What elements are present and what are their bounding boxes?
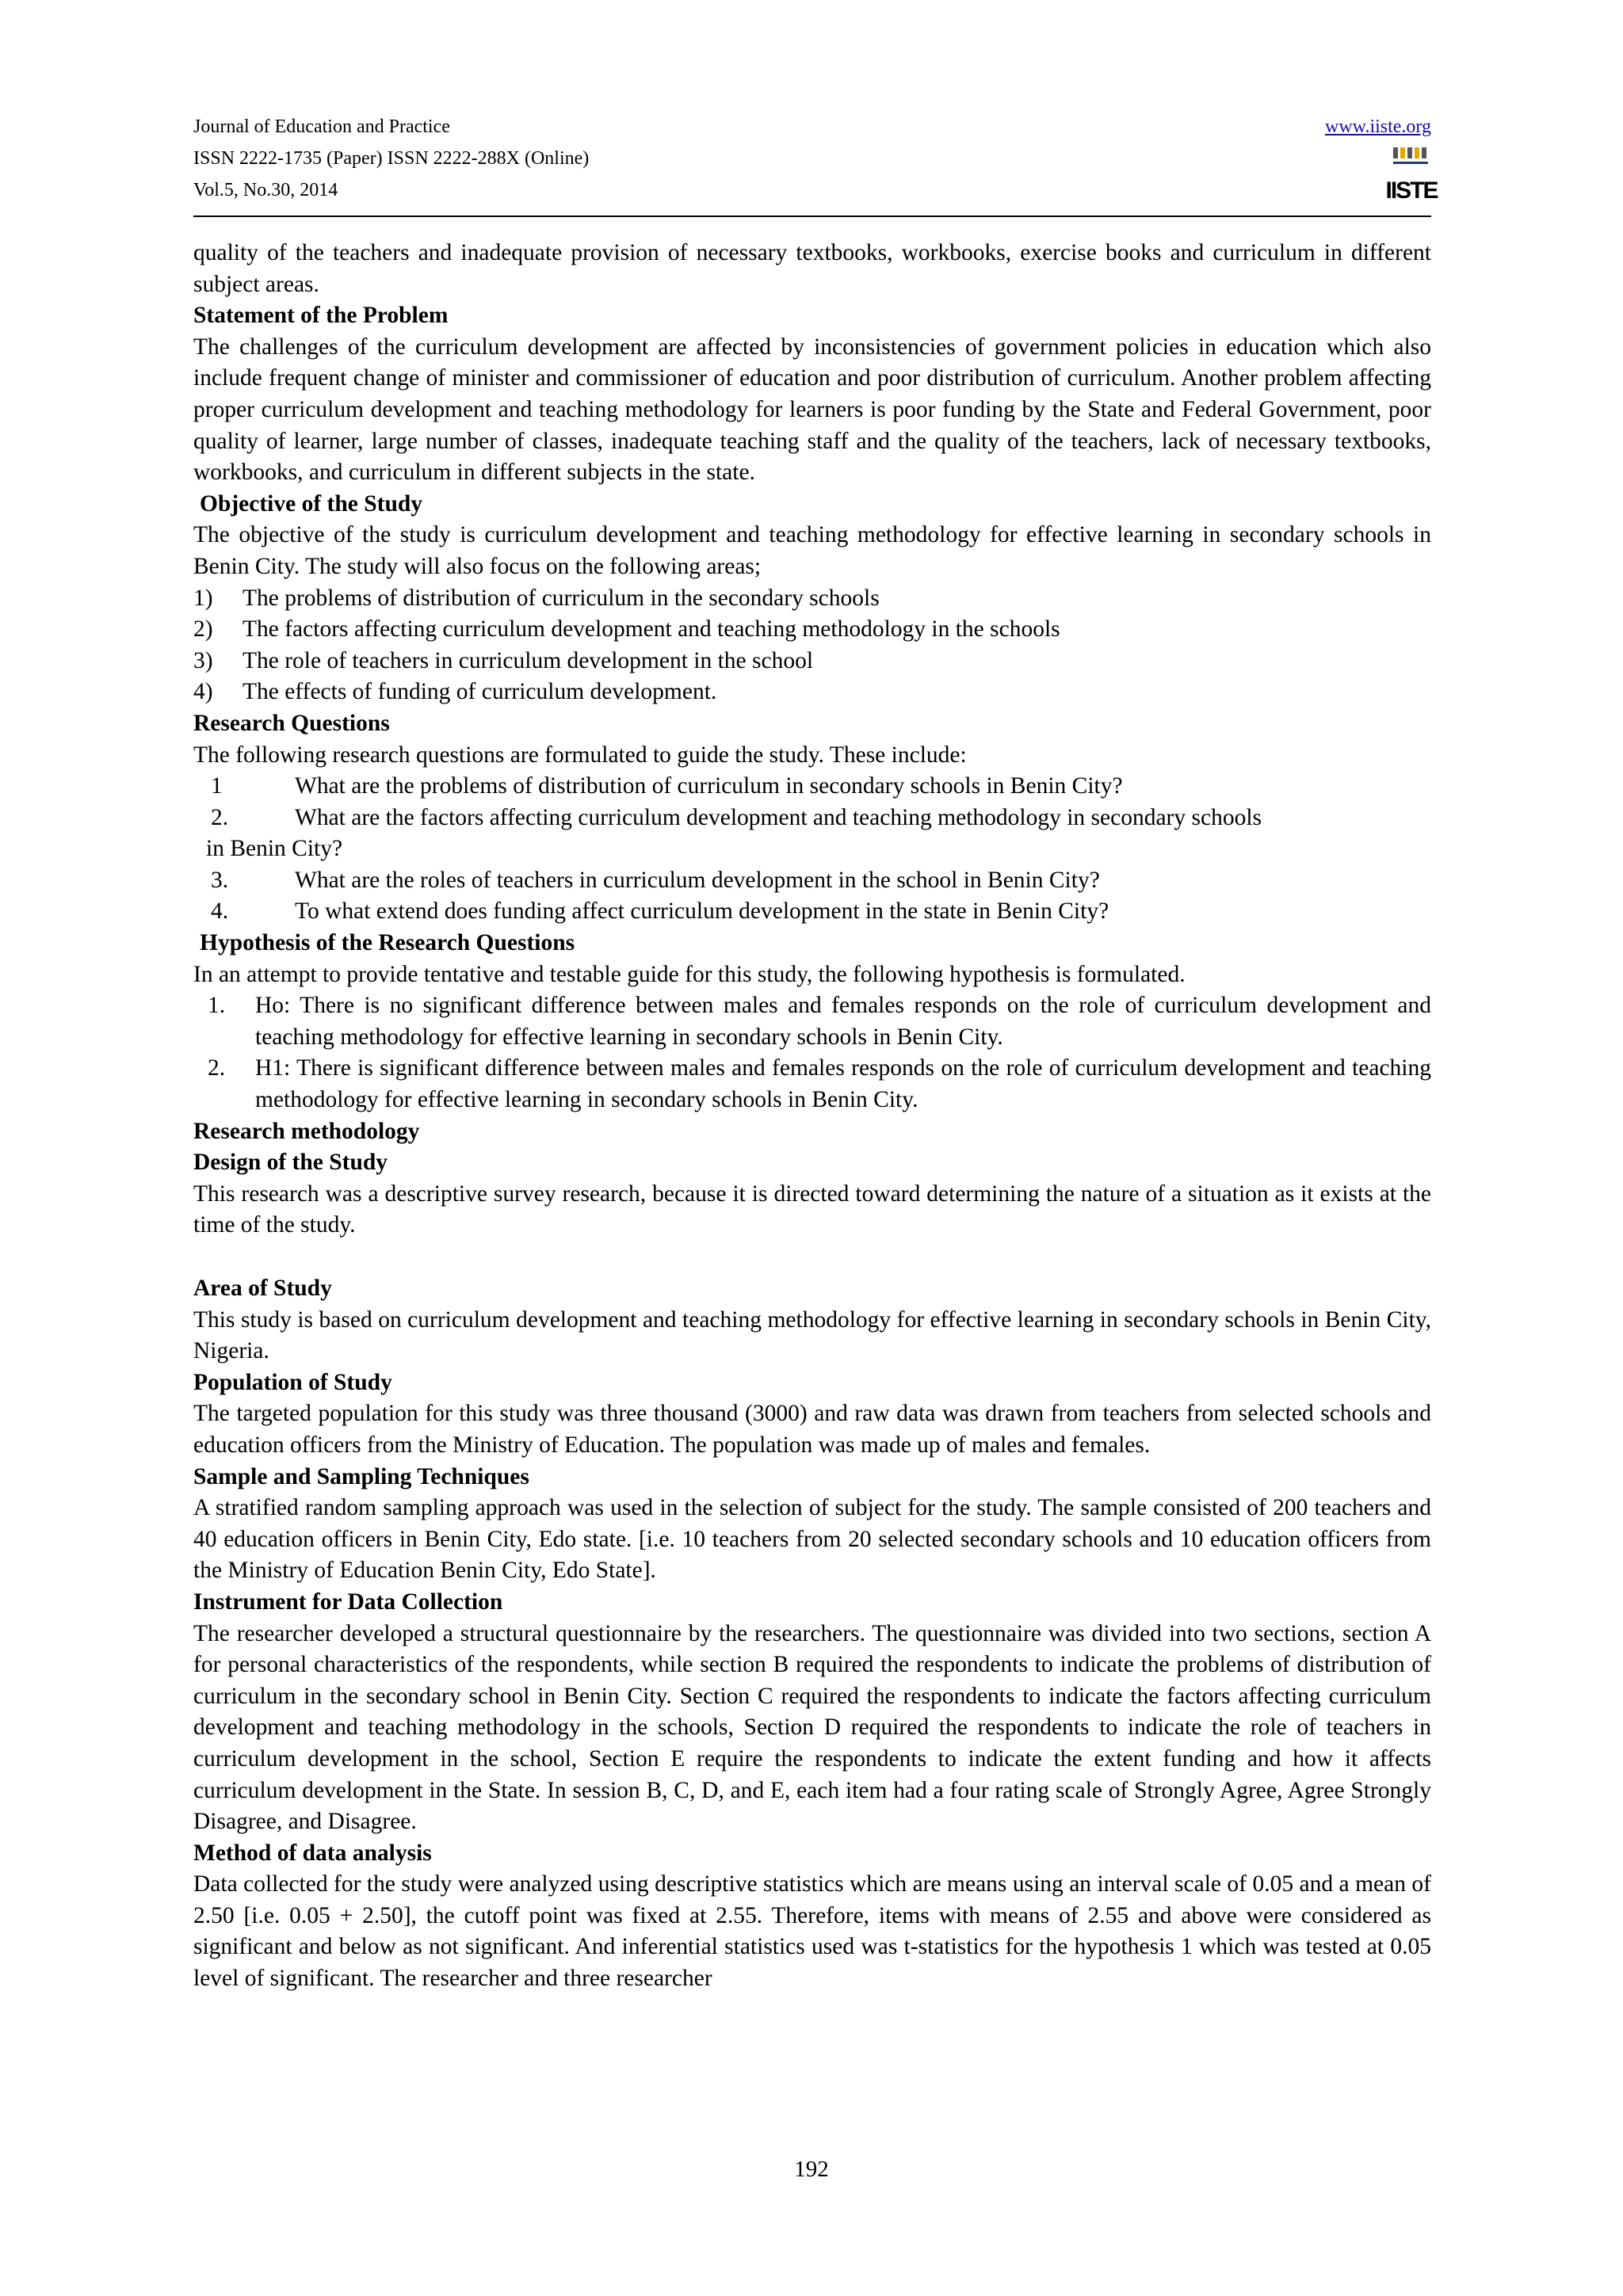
svg-text:IISTE: IISTE	[1385, 177, 1438, 204]
page-header	[193, 111, 1438, 214]
list-item: 2. What are the factors affecting curriculum development and teaching methodology in secondary schools	[211, 804, 1262, 830]
list-item: 4) The effects of funding of curriculum development.	[193, 679, 717, 705]
paragraph-design: This research was a descriptive survey research, because it is directed toward determining the nature of a situation as it exists at the time of the study.	[193, 1180, 1431, 1238]
heading-sample: Sample and Sampling Techniques	[193, 1463, 529, 1489]
paragraph-analysis: Data collected for the study were analyzed using descriptive statistics which are means using an interval scale of 0.05 and a mean of 2.50 [i.e. 0.05 + 2.50], the cutoff point was fixed at 2.55. Therefore, items with means of 2.55 and above were considered as significant and below as not significant. And inferential statistics used was t-statistics for the hypothesis 1 which was tested at 0.05 level of significant. The researcher and three researcher	[193, 1871, 1431, 1992]
blank-line	[193, 1241, 1431, 1273]
heading-methodology: Research methodology	[193, 1118, 420, 1144]
objective-list	[193, 583, 1431, 708]
paragraph-objective: The objective of the study is curriculum development and teaching methodology for effective learning in secondary schools in Benin City. The study will also focus on the following areas;	[193, 522, 1431, 579]
list-item: 3. What are the roles of teachers in curriculum development in the school in Benin City?	[211, 867, 1100, 893]
paragraph-problem: The challenges of the curriculum development are affected by inconsistencies of government policies in education which also include frequent change of minister and commissioner of education and poor distribution of curriculum. Another problem affecting proper curriculum development and teaching methodology for learners is poor funding by the State and Federal Government, poor quality of learner, large number of classes, inadequate teaching staff and the quality of the teachers, lack of necessary textbooks, workbooks, and curriculum in different subjects in the state.	[193, 334, 1431, 486]
heading-hypothesis: Hypothesis of the Research Questions	[200, 930, 575, 956]
intro-paragraph: quality of the teachers and inadequate provision of necessary textbooks, workbooks, exercise books and curriculum in different subject areas.	[193, 240, 1431, 297]
heading-problem: Statement of the Problem	[193, 303, 449, 329]
iiste-logo	[1385, 146, 1438, 204]
paragraph-sample: A stratified random sampling approach was used in the selection of subject for the study. The sample consisted of 200 teachers and 40 education officers in Benin City, Edo state. [i.e. 10 teachers from 20 selected secondary schools and 10 education officers from the Ministry of Education Benin City, Edo State].	[193, 1495, 1431, 1584]
journal-name: Journal of Education and Practice	[193, 116, 450, 137]
questions-list	[193, 771, 1431, 928]
header-rule	[193, 215, 1431, 217]
heading-population: Population of Study	[193, 1369, 392, 1395]
page-number: 192	[794, 2157, 829, 2182]
heading-area: Area of Study	[193, 1276, 332, 1301]
volume-line: Vol.5, No.30, 2014	[193, 180, 338, 200]
list-item: 1 What are the problems of distribution of curriculum in secondary schools in Benin City?	[211, 773, 1123, 799]
heading-objective: Objective of the Study	[200, 490, 423, 517]
paragraph-hypothesis: In an attempt to provide tentative and testable guide for this study, the following hypothesis is formulated.	[193, 961, 1186, 987]
issn-line: ISSN 2222-1735 (Paper) ISSN 2222-288X (Online)	[193, 148, 590, 169]
list-item: 4. To what extend does funding affect curriculum development in the state in Benin City?	[211, 898, 1109, 925]
paragraph-area: This study is based on curriculum development and teaching methodology for effective learning in secondary schools in Benin City, Nigeria.	[193, 1306, 1431, 1364]
heading-design: Design of the Study	[193, 1150, 388, 1176]
website-link[interactable]: www.iiste.org	[1325, 116, 1431, 137]
heading-questions: Research Questions	[193, 710, 390, 736]
hypothesis-list	[193, 990, 1431, 1116]
list-item-continuation: in Benin City?	[206, 836, 343, 862]
list-item: 3) The role of teachers in curriculum development in the school	[193, 647, 814, 673]
paragraph-population: The targeted population for this study was three thousand (3000) and raw data was drawn from teachers from selected schools and education officers from the Ministry of Education. The population was made up of males and females.	[193, 1401, 1431, 1458]
article-body	[193, 238, 1431, 1995]
paragraph-instrument: The researcher developed a structural questionnaire by the researchers. The questionnaire was divided into two sections, section A for personal characteristics of the respondents, while section B required the respondents to indicate the problems of distribution of curriculum in the secondary school in Benin City. Section C required the respondents to indicate the factors affecting curriculum development and teaching methodology in the schools, Section D required the respondents to indicate the role of teachers in curriculum development in the school, Section E require the respondents to indicate the extent funding and how it affects curriculum development in the State. In session B, C, D, and E, each item had a four rating scale of Strongly Agree, Agree Strongly Disagree, and Disagree.	[193, 1620, 1431, 1835]
list-item: 2) The factors affecting curriculum development and teaching methodology in the schools	[193, 616, 1060, 643]
list-item: 2. H1: There is significant difference between males and females responds on the role of curriculum development and teaching methodology for effective learning in secondary schools in Benin City.	[208, 1055, 1431, 1113]
heading-analysis: Method of data analysis	[193, 1840, 432, 1866]
list-item: 1) The problems of distribution of curriculum in the secondary schools	[193, 585, 880, 611]
paragraph-questions: The following research questions are formulated to guide the study. These include:	[193, 742, 967, 768]
heading-instrument: Instrument for Data Collection	[193, 1589, 503, 1615]
list-item: 1. Ho: There is no significant difference between males and females responds on the role of curriculum development and teaching methodology for effective learning in secondary schools in Benin City.	[208, 993, 1431, 1050]
